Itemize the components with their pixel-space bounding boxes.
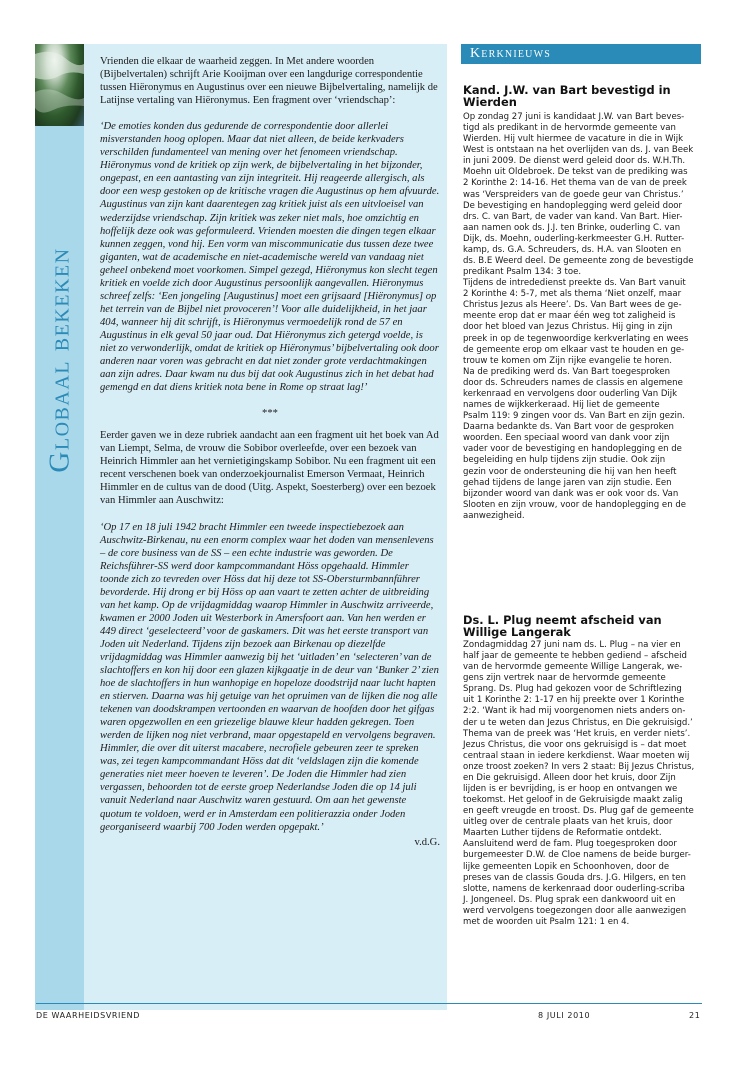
article-line: names de wijkkerkeraad. Hij liet de gemeente [463, 400, 660, 411]
article-line: gezin voor de ondersteuning die hij van hen heeft [463, 466, 677, 477]
kerknieuws-header: Kerknieuws [461, 44, 701, 64]
article-line: gens zijn vertrek naar de hervormde gemeente [463, 673, 666, 684]
article-line: Wierden. Hij vult hiermee de vacature in die in Wijk [463, 134, 684, 145]
article-line: en Die gekruisigd. Alleen door het kruis, door Zijn [463, 772, 676, 783]
article-line: kamp, ds. G.A. Schreuders, ds. H.A. van Slooten en [463, 244, 682, 255]
section-divider: *** [262, 408, 278, 420]
article-line: en geeft vreugde en troost. Ds. Plug gaf de gemeente [463, 806, 694, 817]
article-line: uitleg over de centrale plaats van het kruis, door [463, 817, 673, 828]
page-number: 21 [689, 1011, 701, 1020]
section-title-vertical: Globaal bekeken [43, 247, 75, 473]
quote-paragraph-2: ‘Op 17 en 18 juli 1942 bracht Himmler een tweede inspectiebezoek aan Auschwitz-Birkenau, nu een enorm complex waar het doden van mensenlevens – de core business van de SS – een echte industrie was geworden. De Reichsführer-SS werd door kampcommandant Höss opgehaald. Himmler toonde zich zo tevreden over Höss dat hij deze tot SS-Obersturmbannführer bevorderde. Hij drong er bij Höss op aan vaart te zetten achter de uitbreiding van het kamp. Op de vrijdagmiddag waarop Himmler in Auschwitz arriveerde, kwamen er 2000 Joden uit Westerbork in Amersfoort aan. Van hen werden er 449 direct ‘geselecteerd’ voor de gaskamers. Dit was het eerste transport van Joden uit Nederland. Tijdens zijn bezoek aan Birkenau op diezelfde vrijdagmiddag was Himmler aanwezig bij het ‘uitladen’ en ‘selecteren’ van de slachtoffers en kon hij door een glazen kijkgaatje in de deur van ‘Bunker 2’ zien hoe de slachtoffers in hun wanhopige en hopeloze doodstrijd naar lucht hapten en stierven. Daarna was hij getuige van het opruimen van de lijken die nog alle tekenen van doodskrampen vertoonden en waarvan de hoofden door het gifgas waren opgezwollen en een griezelige blauwe kleur hadden gekregen. Toen werden de lijken nog niet verbrand, maar opgestapeld en vervolgens begraven. Himmler, die over dit uiterst macabere, necrofiele gebeuren zeer te spreken was, zei tegen kampcommandant Höss dat dit ‘veldslagen zijn die komende generaties niet meer hoeven te leveren’. De Joden die Himmler had zien vergassen, behoorden tot de eerste groep Nederlandse Joden die op 14 juli vanuit Nederland naar Auschwitz waren gestuurd. Om aan het gewenste quotum te voldoen, werd er in Amsterdam een politierazzia onder Joden georganiseerd waarbij 700 Joden werden opgepakt.’ [100, 521, 439, 833]
article-line: gehad tijdens de lange jaren van zijn studie. Een [463, 477, 672, 488]
article-line: aan namen ook ds. J.J. ten Brinke, ouderling C. van [463, 222, 681, 233]
article-line: half jaar de gemeente te hebben gediend – afscheid [463, 651, 687, 662]
article-headline-2: Ds. L. Plug neemt afscheid van Willige Langerak [463, 613, 662, 640]
article-line: door ds. Schreuders names de classis en algemene [463, 377, 683, 388]
article-line: Aansluitend werd de fam. Plug toegesproken door [463, 839, 677, 850]
article-line: West is ontstaan na het overlijden van ds. J. van Beek [463, 145, 694, 156]
footer-rule [36, 1003, 702, 1004]
article-line: bijzonder woord van dank was er ook voor ds. Van [463, 488, 679, 499]
article-line: werd vervolgens toegezongen door alle aanwezigen [463, 905, 687, 916]
article-headline-1: Kand. J.W. van Bart bevestigd in Wierden [463, 83, 671, 110]
article-line: centraal staan in iedere kerkdienst. Waar moeten wij [463, 750, 690, 761]
article-line: aanwezigheid. [463, 510, 525, 521]
article-line: slotte, namens de kerkenraad door ouderling-scriba [463, 883, 685, 894]
article-line: J. Jongeneel. Ds. Plug sprak een dankwoord uit en [463, 894, 676, 905]
article-line: uit 1 Korinthe 2: 1-17 en hij preekte over 1 Korinthe [463, 695, 685, 706]
article-line: Sprang. Ds. Plug had gekozen voor de Schriftlezing [463, 684, 682, 695]
article-body-2 [463, 640, 703, 928]
article-line: toekomst. Het geloof in de Gekruisigde maakt zalig [463, 795, 683, 806]
article-line: Op zondag 27 juni is kandidaat J.W. van Bart beves- [463, 112, 685, 122]
author-initials: v.d.G. [414, 836, 440, 848]
article-line: Daarna bedankte ds. Van Bart voor de gesproken [463, 422, 674, 433]
article-line: meente erop dat er maar één weg tot zaligheid is [463, 311, 676, 322]
article-line: 2:2. ‘Want ik had mij voorgenomen niets anders on- [463, 706, 686, 717]
side-band [35, 44, 84, 1010]
article-line: lijke gemeenten Lopik en Schoonhoven, door de [463, 861, 670, 872]
article-line: tigd als predikant in de hervormde gemeente van [463, 123, 676, 134]
article-line: Thema van de preek was ‘Het kruis, en verder niets’. [463, 728, 691, 739]
article-line: der u te weten dan Jezus Christus, en Die gekruisigd.’ [463, 717, 693, 728]
article-line: met de woorden uit Psalm 121: 1 en 4. [463, 916, 630, 927]
article-line: Psalm 119: 9 zingen voor ds. Van Bart en zijn gezin. [463, 411, 686, 422]
article-line: kerkenraad en vervolgens door ouderling Van Dijk [463, 388, 678, 399]
article-line: in juni 2009. De dienst werd geleid door ds. W.H.Th. [463, 156, 686, 167]
article-line: ds. B.E Weerd deel. De gemeente zong de bevestigde [463, 256, 694, 267]
article-line: begeleiding en hulp tijdens zijn studie. Ook zijn [463, 455, 666, 466]
article-line: Jezus Christus, die voor ons gekruisigd is – dat moet [463, 739, 687, 750]
article-line: Moehn uit Oldebroek. De tekst van de prediking was [463, 167, 688, 178]
article-line: Maarten Luther tijdens de Reformatie ontdekt. [463, 828, 662, 839]
article-line: 2 Korinthe 2: 14-16. Het thema van de van de preek [463, 178, 687, 189]
article-line: Tijdens de intrededienst preekte ds. Van Bart vanuit [463, 278, 686, 289]
article-line: door het bloed van Jezus Christus. Hij ging in zijn [463, 322, 673, 333]
column-text [100, 55, 440, 849]
intro-paragraph: Vrienden die elkaar de waarheid zeggen. In Met andere woorden (Bijbelvertalen) schrijft Arie Kooijman over een langdurige correspondentie tussen Hiëronymus en Augustinus over een nieuwe Bijbelvertaling, namelijk de Latijnse vertaling van Hiëronymus. Een fragment over ‘vriendschap’: [100, 56, 438, 107]
article-line: trouw te komen om Zijn rijke evangelie te horen. [463, 355, 672, 366]
intro-paragraph-2: Eerder gaven we in deze rubriek aandacht aan een fragment uit het boek van Ad van Liempt, Selma, de vrouw die Sobibor overleefde, over een bezoek van Heinrich Himmler aan het vernietigingskamp Sobibor. Nu een fragment uit een recent verschenen boek van onderzoekjournalist Emerson Vermaat, Heinrich Himmler en de cultus van de dood (Uitg. Aspekt, Soesterberg) over een bezoek van Himmler aan Auschwitz: [100, 430, 439, 507]
article-line: predikant Psalm 134: 3 toe. [463, 267, 582, 278]
article-line: 2 Korinthe 4: 5-7, met als thema ‘Niet onzelf, maar [463, 289, 682, 300]
article-line: Christus Jezus als Heere’. Ds. Van Bart wees de ge- [463, 300, 682, 311]
article-line: van de hervormde gemeente Willige Langerak, we- [463, 662, 683, 673]
article-line: was ‘Verspreiders van de goede geur van Christus.’ [463, 189, 684, 200]
article-line: De bevestiging en handoplegging werd geleid door [463, 200, 683, 211]
article-line: preses van de classis Gouda drs. J.G. Hilgers, en ten [463, 872, 686, 883]
article-line: Slooten en zijn vrouw, voor de handoplegging en de [463, 499, 687, 510]
article-line: Zondagmiddag 27 juni nam ds. L. Plug – na vier en [463, 640, 681, 650]
quote-paragraph: ‘De emoties konden dus gedurende de correspondentie door allerlei misverstanden hoog oplopen. Maar dat niet alleen, de beide kerkvaders verschilden fundamenteel van mening over het fenomeen vriendschap. Hiëronymus vond de kritiek op zijn werk, de bijbelvertaling in het bijzonder, ongepast, en een aantasting van zijn integriteit. Hij reageerde allergisch, als door een wesp gestoken op de kritische vragen die Augustinus op hem afvuurde. Augustinus van zijn kant daarentegen zag kritiek juist als een uitvloeisel van wederzijdse vriendschap. Zijn kritiek was zeker niet mals, hoe omzichtig en hoffelijk deze ook was geformuleerd. Vrienden moesten die dingen tegen elkaar kunnen zeggen, vond hij. Een vorm van miscommunicatie dus tussen deze twee giganten, wat de academische en niet-academische wereld van vandaag niet geheel onbekend moet voorkomen. Simpel gezegd, Hiëronymus kon slecht tegen kritiek en voelde zich door Augustinus persoonlijk aangevallen. Hiëronymus schreef zelfs: ‘Een jongeling [Augustinus] moet een grijsaard [Hiëronymus] op het terrein van de Bijbel niet provoceren’! Voor alle duidelijkheid, in het jaar 404, wanneer hij dit schrijft, is Hiëronymus vermoedelijk rond de 57 en Augustinus in elk geval 50 jaar oud. Dat Hiëronymus zich getergd voelde, is niet zo verwonderlijk, omdat de kritiek op Hiëronymus’ bijbelvertaling ook door anderen naar voren was gebracht en dat niet zonder grote verdachtmakingen aan zijn adres. Daar kwam nu dus bij dat ook Augustinus zich in het debat had gemengd en dat diens kritiek nota bene in Rome op straat lag!’ [100, 121, 440, 394]
footer-magazine: DE WAARHEIDSVRIEND [36, 1011, 141, 1020]
article-line: de gemeente erop om elkaar vast te houden en ge- [463, 344, 685, 355]
article-line: vader voor de bevestiging en handoplegging en de [463, 444, 682, 455]
article-line: woorden. Een speciaal woord van dank voor zijn [463, 433, 670, 444]
footer-date: 8 JULI 2010 [538, 1011, 591, 1020]
article-line: onze troost zoeken? In vers 2 staat: Bij Jezus Christus, [463, 761, 695, 772]
article-line: preek in op de tegenwoordige kerkverlating en wees [463, 333, 689, 344]
article-line: Dijk, ds. Moehn, ouderling-kerkmeester G.H. Rutter- [463, 233, 685, 244]
article-line: burgemeester D.W. de Cloe namens de beide burger- [463, 850, 691, 861]
article-line: lijden is er bevrijding, is er hoop en ontvangen we [463, 784, 678, 795]
article-line: drs. C. van Bart, de vader van kand. Van Bart. Hier- [463, 211, 683, 222]
earth-image [35, 44, 84, 126]
article-body-1 [463, 112, 703, 522]
article-line: Na de prediking werd ds. Van Bart toegesproken [463, 366, 671, 377]
